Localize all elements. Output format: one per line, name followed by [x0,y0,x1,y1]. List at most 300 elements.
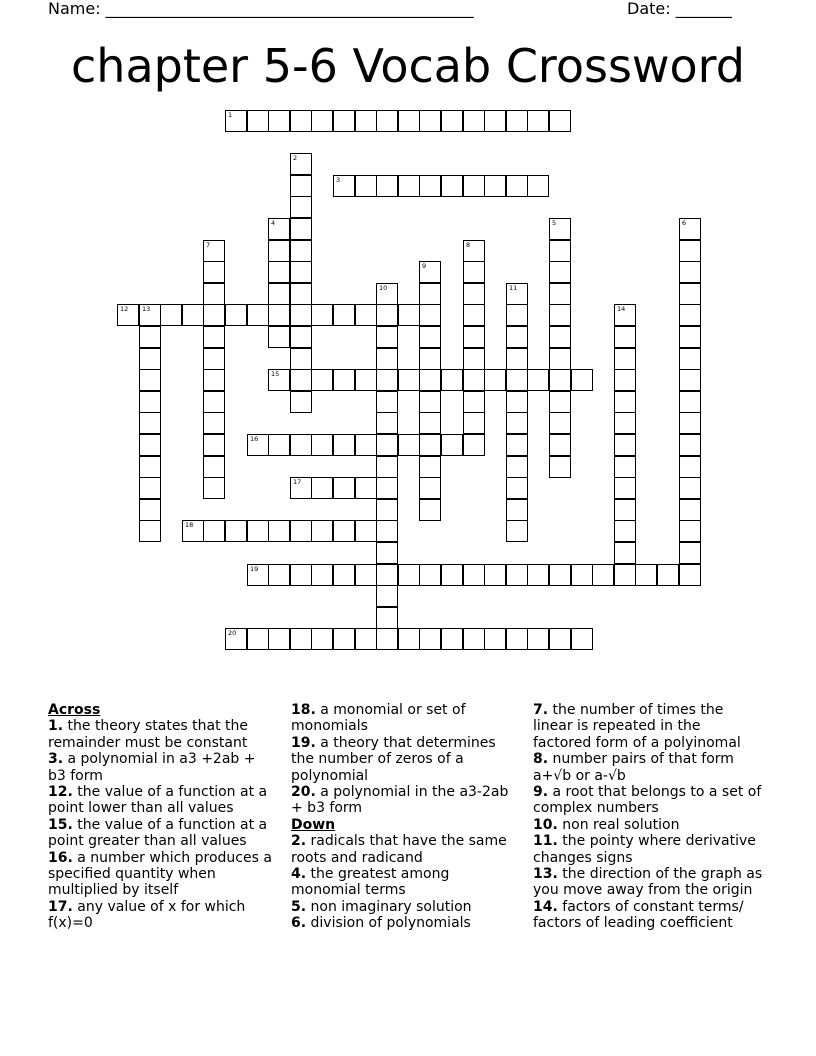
crossword-cell[interactable] [527,369,549,391]
clue-number-label: 8. [533,751,549,768]
across-clue-list [48,718,276,931]
crossword-cell[interactable] [376,434,398,456]
crossword-cell[interactable] [549,304,571,326]
clue-number: 13 [142,305,151,313]
crossword-cell[interactable] [290,520,312,542]
crossword-cell[interactable] [376,326,398,348]
crossword-cell[interactable] [419,499,441,521]
crossword-cell[interactable] [484,175,506,197]
crossword-cell[interactable] [441,434,463,456]
down-clue-list-continued [533,702,763,932]
crossword-cell[interactable] [527,564,549,586]
crossword-cell[interactable] [355,304,377,326]
crossword-cell[interactable] [549,110,571,132]
clue-number-label: 19. [291,734,316,751]
clue-number-label: 12. [48,784,73,801]
clue-item [291,866,513,899]
clue-number-label: 6. [291,915,307,932]
crossword-cell[interactable] [376,628,398,650]
crossword-cell[interactable] [398,369,420,391]
clue-text: non imaginary solution [306,898,472,915]
clue-item [291,899,513,915]
crossword-cell[interactable] [614,477,636,499]
crossword-cell[interactable] [679,391,701,413]
crossword-cell[interactable] [506,348,528,370]
crossword-cell[interactable] [657,564,679,586]
crossword-cell[interactable] [182,304,204,326]
crossword-cell[interactable] [333,477,355,499]
crossword-cell[interactable] [311,434,333,456]
clue-number: 8 [466,241,471,249]
crossword-cell[interactable] [571,564,593,586]
clue-number: 15 [271,370,280,378]
crossword-cell[interactable] [419,391,441,413]
clue-number-label: 14. [533,898,558,915]
crossword-cell[interactable] [139,304,161,326]
crossword-cell[interactable] [571,628,593,650]
crossword-cell[interactable] [679,499,701,521]
name-field: Name: ______________________________________________ [48,0,474,18]
crossword-cell[interactable] [333,564,355,586]
crossword-cell[interactable] [139,456,161,478]
crossword-cell[interactable] [290,564,312,586]
crossword-cell[interactable] [398,628,420,650]
clue-item [48,850,276,899]
crossword-cell[interactable] [290,196,312,218]
clue-number: 4 [271,219,276,227]
crossword-cell[interactable] [527,110,549,132]
crossword-cell[interactable] [398,175,420,197]
crossword-cell[interactable] [355,175,377,197]
crossword-cell[interactable] [506,412,528,434]
crossword-cell[interactable] [203,391,225,413]
crossword-cell[interactable] [139,434,161,456]
crossword-cell[interactable] [203,520,225,542]
clue-text: a monomial or set of monomials [291,702,466,735]
crossword-cell[interactable] [506,175,528,197]
crossword-cell[interactable] [679,564,701,586]
crossword-cell[interactable] [376,477,398,499]
crossword-cell[interactable] [506,391,528,413]
clue-text: the value of a function at a point lower than all values [48,784,268,817]
crossword-cell[interactable] [419,628,441,650]
crossword-cell[interactable] [463,391,485,413]
crossword-cell[interactable] [463,348,485,370]
crossword-cell[interactable] [506,499,528,521]
crossword-cell[interactable] [679,348,701,370]
crossword-cell[interactable] [139,369,161,391]
across-clue-list-continued [291,702,513,817]
crossword-cell[interactable] [268,240,290,262]
crossword-cell[interactable] [419,175,441,197]
clue-text: a theory that determines the number of zeros of a polynomial [291,734,496,784]
crossword-cell[interactable] [139,499,161,521]
crossword-cell[interactable] [419,412,441,434]
clue-number: 10 [379,284,388,292]
crossword-cell[interactable] [290,240,312,262]
crossword-cell[interactable] [441,628,463,650]
crossword-cell[interactable] [614,348,636,370]
crossword-cell[interactable] [247,110,269,132]
crossword-cell[interactable] [679,283,701,305]
crossword-cell[interactable] [549,240,571,262]
crossword-cell[interactable] [419,456,441,478]
crossword-cell[interactable] [376,304,398,326]
crossword-cell[interactable] [376,412,398,434]
crossword-cell[interactable] [376,348,398,370]
crossword-cell[interactable] [311,477,333,499]
crossword-cell[interactable] [225,628,247,650]
crossword-cell[interactable] [203,434,225,456]
clue-number-label: 11. [533,833,558,850]
clue-number: 19 [250,565,259,573]
crossword-cell[interactable] [549,391,571,413]
crossword-cell[interactable] [463,628,485,650]
crossword-cell[interactable] [463,304,485,326]
clue-text: any value of x for which f(x)=0 [48,898,246,932]
crossword-cell[interactable] [376,499,398,521]
crossword-cell[interactable] [355,434,377,456]
crossword-cell[interactable] [203,369,225,391]
crossword-cell[interactable] [376,369,398,391]
crossword-cell[interactable] [679,456,701,478]
crossword-cell[interactable] [160,304,182,326]
crossword-cell[interactable] [290,369,312,391]
down-clue-list [291,833,513,931]
crossword-cell[interactable] [376,542,398,564]
crossword-cell[interactable] [117,304,139,326]
crossword-cell[interactable] [506,369,528,391]
crossword-cell[interactable] [441,110,463,132]
crossword-cell[interactable] [247,564,269,586]
crossword-cell[interactable] [398,304,420,326]
crossword-cell[interactable] [506,434,528,456]
crossword-cell[interactable] [268,564,290,586]
crossword-cell[interactable] [376,283,398,305]
clue-number: 20 [228,629,237,637]
crossword-cell[interactable] [549,434,571,456]
clue-text: a number which produces a specified quantity when multiplied by itself [48,849,272,899]
crossword-cell[interactable] [419,564,441,586]
crossword-cell[interactable] [355,564,377,586]
crossword-cell[interactable] [614,564,636,586]
crossword-cell[interactable] [549,326,571,348]
clue-text: number pairs of that form a+√b or a-√b [533,751,734,784]
clue-number: 7 [206,241,211,249]
crossword-cell[interactable] [225,520,247,542]
crossword-cell[interactable] [247,434,269,456]
crossword-cell[interactable] [311,304,333,326]
crossword-cell[interactable] [268,261,290,283]
clue-text: the number of times the linear is repeated in the factored form of a polyinomal [533,702,741,751]
crossword-cell[interactable] [419,369,441,391]
crossword-cell[interactable] [139,348,161,370]
crossword-cell[interactable] [376,175,398,197]
crossword-cell[interactable] [333,304,355,326]
clue-number-label: 2. [291,833,307,850]
crossword-cell[interactable] [679,326,701,348]
crossword-cell[interactable] [549,456,571,478]
crossword-cell[interactable] [139,391,161,413]
crossword-cell[interactable] [355,520,377,542]
crossword-cell[interactable] [614,304,636,326]
crossword-cell[interactable] [549,369,571,391]
crossword-cell[interactable] [549,628,571,650]
crossword-cell[interactable] [225,110,247,132]
crossword-cell[interactable] [614,412,636,434]
crossword-cell[interactable] [441,175,463,197]
crossword-cell[interactable] [203,261,225,283]
crossword-cell[interactable] [506,326,528,348]
crossword-cell[interactable] [203,456,225,478]
crossword-cell[interactable] [355,477,377,499]
clue-number-label: 17. [48,898,73,915]
crossword-cell[interactable] [419,110,441,132]
crossword-cell[interactable] [635,564,657,586]
crossword-cell[interactable] [333,520,355,542]
crossword-cell[interactable] [463,369,485,391]
crossword-cell[interactable] [311,628,333,650]
crossword-cell[interactable] [614,434,636,456]
crossword-cell[interactable] [311,110,333,132]
crossword-cell[interactable] [376,520,398,542]
clue-number: 2 [293,154,298,162]
crossword-cell[interactable] [484,564,506,586]
clue-number-label: 13. [533,866,558,883]
crossword-cell[interactable] [614,499,636,521]
crossword-cell[interactable] [182,520,204,542]
crossword-cell[interactable] [506,564,528,586]
crossword-cell[interactable] [139,326,161,348]
crossword-cell[interactable] [614,391,636,413]
crossword-cell[interactable] [398,110,420,132]
clue-number-label: 9. [533,784,549,801]
crossword-cell[interactable] [290,261,312,283]
crossword-cell[interactable] [311,520,333,542]
clue-number-label: 15. [48,816,73,833]
crossword-cell[interactable] [290,348,312,370]
crossword-cell[interactable] [203,240,225,262]
crossword-cell[interactable] [419,326,441,348]
down-heading: Down [291,816,336,833]
crossword-cell[interactable] [268,304,290,326]
crossword-cell[interactable] [333,628,355,650]
clue-text: the direction of the graph as you move away from the origin [533,866,763,899]
crossword-cell[interactable] [333,434,355,456]
crossword-cell[interactable] [506,520,528,542]
crossword-cell[interactable] [333,175,355,197]
crossword-cell[interactable] [203,326,225,348]
clue-item [291,735,513,784]
crossword-cell[interactable] [355,369,377,391]
crossword-cell[interactable] [268,434,290,456]
crossword-cell[interactable] [527,175,549,197]
crossword-cell[interactable] [290,628,312,650]
crossword-cell[interactable] [506,477,528,499]
crossword-cell[interactable] [679,520,701,542]
clues-column-1 [48,702,276,932]
clue-text: radicals that have the same roots and radicand [291,833,507,866]
crossword-cell[interactable] [376,110,398,132]
clue-number-label: 10. [533,816,558,833]
crossword-cell[interactable] [203,412,225,434]
crossword-cell[interactable] [268,218,290,240]
clue-text: a root that belongs to a set of complex numbers [533,784,762,817]
crossword-cell[interactable] [376,585,398,607]
crossword-cell[interactable] [484,369,506,391]
clue-text: the pointy where derivative changes signs [533,833,756,866]
crossword-cell[interactable] [333,110,355,132]
clue-number-label: 3. [48,751,64,768]
crossword-cell[interactable] [549,564,571,586]
clue-item [291,702,513,735]
crossword-cell[interactable] [506,456,528,478]
crossword-cell[interactable] [614,520,636,542]
crossword-cell[interactable] [225,304,247,326]
crossword-cell[interactable] [419,283,441,305]
crossword-cell[interactable] [463,326,485,348]
crossword-cell[interactable] [398,434,420,456]
crossword-cell[interactable] [247,304,269,326]
crossword-cell[interactable] [268,110,290,132]
crossword-cell[interactable] [463,261,485,283]
crossword-cell[interactable] [549,412,571,434]
clue-number: 6 [682,219,687,227]
crossword-cell[interactable] [506,283,528,305]
crossword-cell[interactable] [376,607,398,629]
crossword-cell[interactable] [463,110,485,132]
crossword-cell[interactable] [268,283,290,305]
crossword-cell[interactable] [268,520,290,542]
crossword-cell[interactable] [139,477,161,499]
crossword-cell[interactable] [679,261,701,283]
crossword-cell[interactable] [463,240,485,262]
crossword-cell[interactable] [441,369,463,391]
crossword-cell[interactable] [398,564,420,586]
crossword-cell[interactable] [571,369,593,391]
crossword-cell[interactable] [679,434,701,456]
clue-number: 17 [293,478,302,486]
clue-text: a polynomial in a3 +2ab + b3 form [48,751,256,784]
crossword-cell[interactable] [614,326,636,348]
crossword-cell[interactable] [268,326,290,348]
clue-number-label: 5. [291,898,307,915]
crossword-cell[interactable] [203,304,225,326]
crossword-cell[interactable] [247,628,269,650]
crossword-cell[interactable] [549,218,571,240]
crossword-cell[interactable] [419,477,441,499]
crossword-cell[interactable] [679,240,701,262]
crossword-cell[interactable] [679,477,701,499]
crossword-cell[interactable] [268,369,290,391]
crossword-cell[interactable] [290,110,312,132]
clue-item [533,702,763,751]
clue-item [48,784,276,817]
crossword-cell[interactable] [463,283,485,305]
crossword-cell[interactable] [419,304,441,326]
clue-text: the value of a function at a point greater than all values [48,816,268,850]
crossword-cell[interactable] [549,348,571,370]
crossword-cell[interactable] [614,542,636,564]
crossword-cell[interactable] [290,477,312,499]
crossword-cell[interactable] [290,304,312,326]
clue-number-label: 1. [48,718,64,735]
crossword-cell[interactable] [290,283,312,305]
crossword-cell[interactable] [463,175,485,197]
crossword-cell[interactable] [549,283,571,305]
crossword-cell[interactable] [376,456,398,478]
crossword-cell[interactable] [614,369,636,391]
clue-number: 14 [617,305,626,313]
clue-text: division of polynomials [306,915,471,932]
crossword-cell[interactable] [311,564,333,586]
crossword-cell[interactable] [679,218,701,240]
crossword-cell[interactable] [419,348,441,370]
crossword-cell[interactable] [290,153,312,175]
clue-item [291,833,513,866]
crossword-cell[interactable] [679,369,701,391]
crossword-cell[interactable] [679,542,701,564]
crossword-cell[interactable] [506,628,528,650]
crossword-cell[interactable] [268,628,290,650]
crossword-cell[interactable] [355,110,377,132]
crossword-cell[interactable] [139,412,161,434]
clue-number: 16 [250,435,259,443]
crossword-cell[interactable] [463,434,485,456]
crossword-cell[interactable] [527,628,549,650]
date-field: Date: _______ [627,0,732,18]
crossword-cell[interactable] [463,564,485,586]
crossword-cell[interactable] [506,304,528,326]
crossword-cell[interactable] [203,283,225,305]
crossword-cell[interactable] [290,326,312,348]
crossword-cell[interactable] [290,175,312,197]
crossword-cell[interactable] [419,434,441,456]
crossword-cell[interactable] [203,477,225,499]
crossword-cell[interactable] [311,369,333,391]
crossword-cell[interactable] [549,261,571,283]
clue-item [533,817,763,833]
page-title: chapter 5-6 Vocab Crossword [71,39,745,93]
crossword-cell[interactable] [463,412,485,434]
clue-number-label: 4. [291,866,307,883]
clue-item [533,751,763,784]
clue-item [533,866,763,899]
crossword-cell[interactable] [376,564,398,586]
crossword-cell[interactable] [441,564,463,586]
crossword-cell[interactable] [333,369,355,391]
crossword-cell[interactable] [484,110,506,132]
crossword-cell[interactable] [506,110,528,132]
crossword-cell[interactable] [355,628,377,650]
crossword-cell[interactable] [592,564,614,586]
clue-number-label: 20. [291,784,316,801]
crossword-cell[interactable] [679,304,701,326]
clue-number: 5 [552,219,557,227]
crossword-cell[interactable] [614,456,636,478]
crossword-cell[interactable] [139,520,161,542]
crossword-cell[interactable] [419,261,441,283]
clue-number-label: 7. [533,702,549,718]
crossword-cell[interactable] [247,520,269,542]
crossword-cell[interactable] [679,412,701,434]
crossword-cell[interactable] [290,434,312,456]
crossword-cell[interactable] [290,391,312,413]
crossword-cell[interactable] [203,348,225,370]
crossword-cell[interactable] [484,628,506,650]
crossword-cell[interactable] [376,391,398,413]
crossword-cell[interactable] [290,218,312,240]
